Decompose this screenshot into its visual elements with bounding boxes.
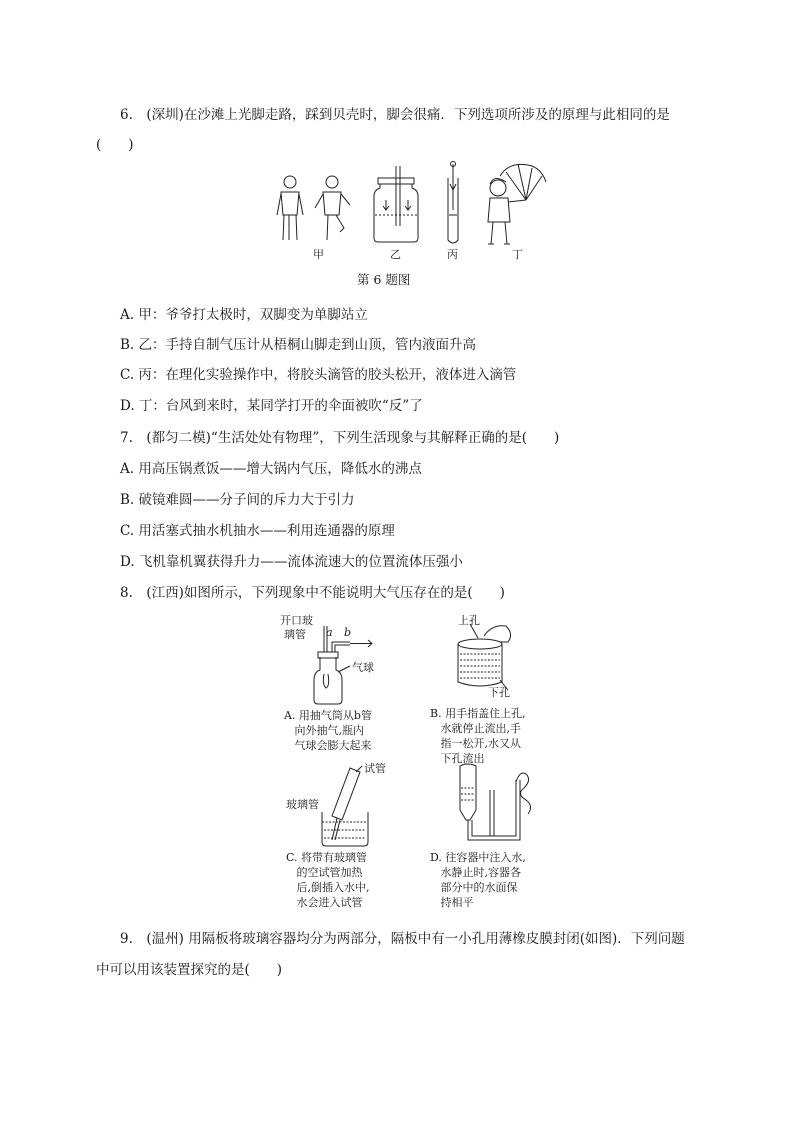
- label-lower-hole: 下孔: [488, 686, 510, 699]
- umbrella-person-illustration: [488, 164, 546, 244]
- label-tube-a: a: [326, 626, 333, 639]
- tai-chi-figures-illustration: [277, 176, 350, 240]
- label-upper-hole: 上孔: [458, 614, 480, 627]
- q8-caption-c: C. 将带有玻璃管 的空试管加热 后,倒插入水中, 水会进入试管: [286, 851, 370, 909]
- label-balloon: 气球: [352, 661, 374, 674]
- q6-stem: 6. (深圳)在沙滩上光脚走路，踩到贝壳时，脚会很痛．下列选项所涉及的原理与此相同的是: [120, 107, 670, 123]
- q9-stem-line-2: 中可以用该装置探究的是( ): [96, 962, 283, 978]
- figure-label-jia: 甲: [313, 248, 324, 261]
- q8-figure-d: [430, 760, 570, 915]
- label-tube-b: b: [344, 626, 352, 639]
- q8-caption-d: D. 往容器中注入水, 水静止时,容器各 部分中的水面保 持相平: [430, 851, 526, 909]
- q6-option-a: A. 甲：爷爷打太极时，双脚变为单脚站立: [120, 307, 368, 323]
- label-glass-tube: 玻璃管: [286, 798, 319, 811]
- q6-answer-paren: ( ): [96, 137, 134, 153]
- label-open-glass-tube-2: 璃管: [284, 628, 306, 641]
- figure-label-bing: 丙: [447, 248, 458, 261]
- q8-figure-c: [280, 760, 410, 915]
- q8-figure-d-drawing: [430, 760, 570, 850]
- q8-caption-a: A. 用抽气筒从b管 向外抽气,瓶内 气球会膨大起来: [284, 709, 372, 752]
- label-test-tube: 试管: [364, 762, 386, 775]
- q6-option-d: D. 丁：台风到来时，某同学打开的伞面被吹“反”了: [120, 398, 423, 414]
- q8-caption-b: B. 用手指盖住上孔, 水就停止流出,手 指一松开,水又从 下孔流出: [430, 707, 526, 765]
- q6-figure: [270, 160, 560, 265]
- q7-option-d: D. 飞机靠机翼获得升力——流体流速大的位置流体压强小: [120, 554, 463, 570]
- q7-option-b: B. 破镜难圆——分子间的斥力大于引力: [120, 492, 355, 508]
- figure-label-ding: 丁: [512, 248, 523, 261]
- q8-figure-a: [280, 612, 410, 752]
- q6-option-b: B. 乙：手持自制气压计从梧桐山脚走到山顶，管内液面升高: [120, 337, 477, 353]
- q8-figure-b: [430, 612, 570, 765]
- label-open-glass-tube: 开口玻: [280, 614, 313, 627]
- barometer-bottle-illustration: [374, 166, 418, 242]
- q6-figure-caption: 第 6 题图: [357, 272, 411, 287]
- q9-stem-line-1: 9. (温州) 用隔板将玻璃容器均分为两部分，隔板中有一小孔用薄橡皮膜封闭(如图)．下列问题: [120, 931, 685, 947]
- dropper-test-tube-illustration: [448, 162, 458, 244]
- q7-option-c: C. 用活塞式抽水机抽水——利用连通器的原理: [120, 523, 395, 539]
- q7-option-a: A. 用高压锅煮饭——增大锅内气压，降低水的沸点: [120, 461, 422, 477]
- figure-label-yi: 乙: [390, 248, 401, 261]
- q6-option-c: C. 丙：在理化实验操作中，将胶头滴管的胶头松开，液体进入滴管: [120, 367, 517, 383]
- q7-stem: 7. (都匀二模)“生活处处有物理”，下列生活现象与其解释正确的是( ): [120, 430, 560, 446]
- q8-stem: 8. (江西)如图所示，下列现象中不能说明大气压存在的是( ): [120, 585, 505, 601]
